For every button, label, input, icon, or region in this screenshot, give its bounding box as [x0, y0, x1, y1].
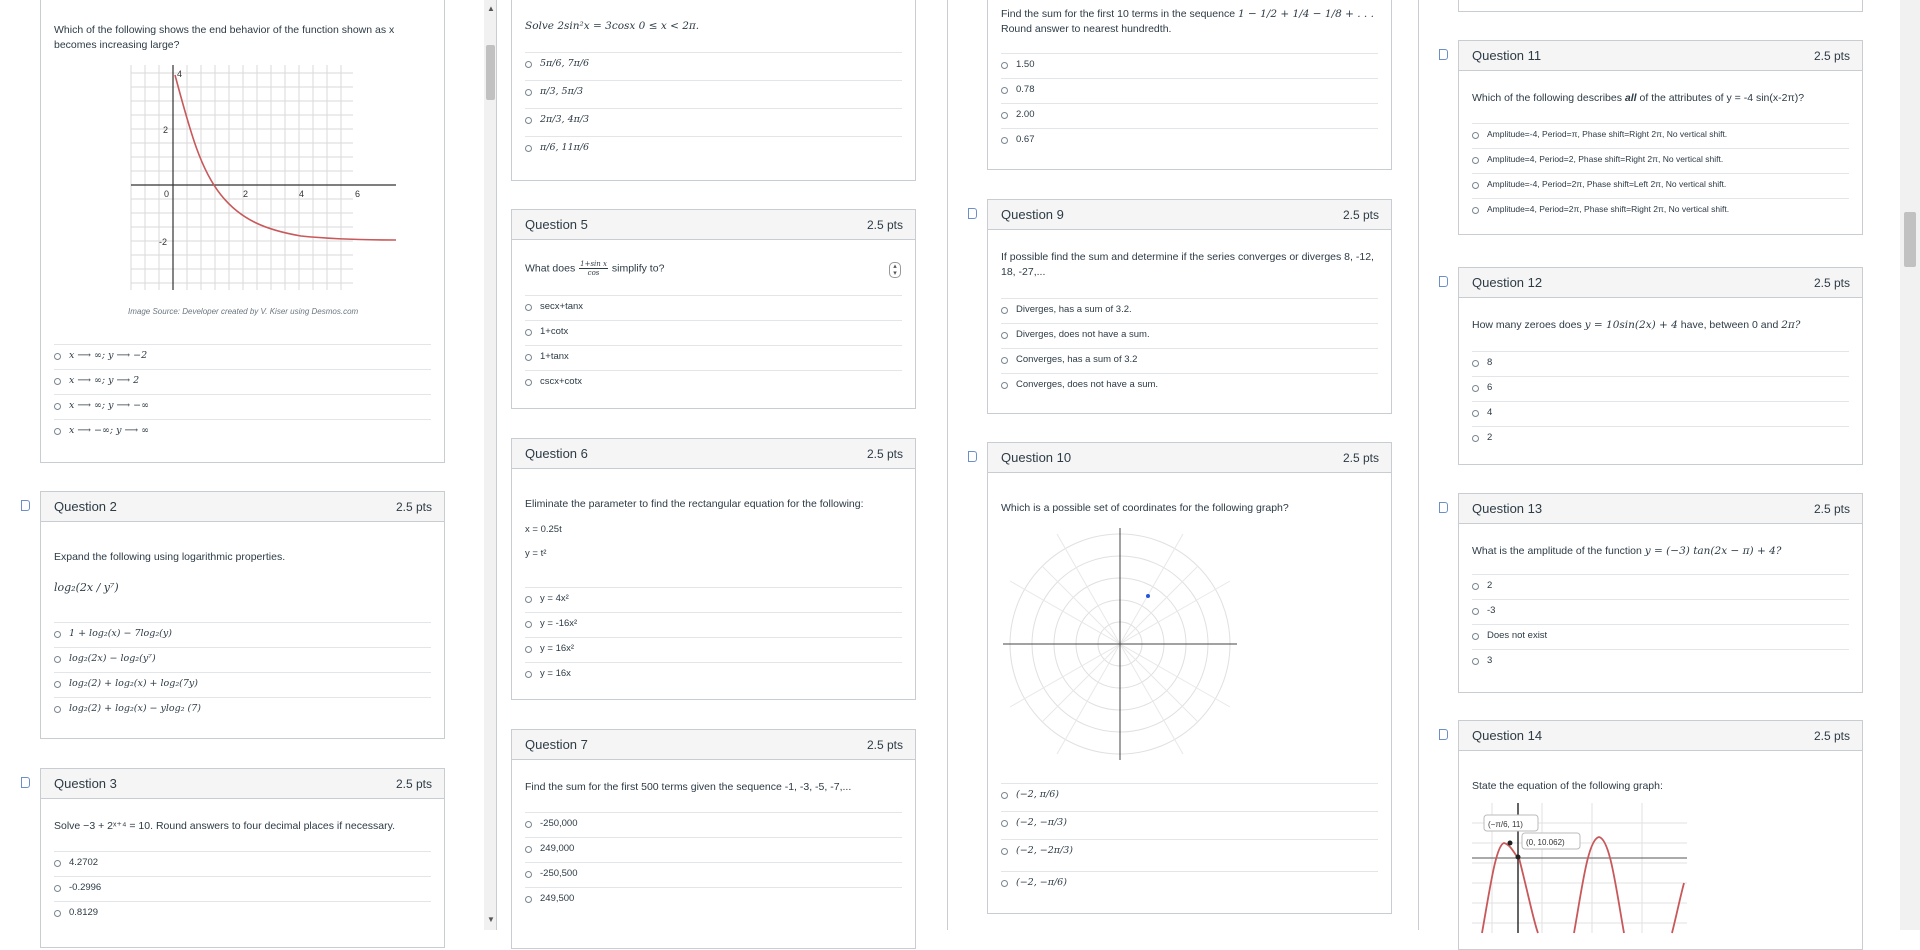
answer-option[interactable]: log₂(2) + log₂(x) + log₂(7y) [54, 672, 431, 697]
question-title: Question 2 [54, 499, 117, 514]
exponential-graph [131, 65, 401, 297]
answer-option[interactable]: Diverges, does not have a sum. [1001, 323, 1378, 348]
radio-button[interactable] [1001, 137, 1008, 144]
answer-option[interactable]: 8 [1472, 351, 1849, 376]
question-text: Find the sum for the first 500 terms given the sequence -1, -3, -5, -7,... [525, 781, 852, 793]
radio-button[interactable] [54, 631, 61, 638]
question-title: Question 12 [1472, 275, 1543, 290]
question-text: Eliminate the parameter to find the rectangular equation for the following: [525, 498, 864, 510]
radio-button[interactable] [1472, 435, 1479, 442]
question-title: Question 6 [525, 446, 588, 461]
answer-option[interactable]: 0.8129 [54, 901, 431, 926]
radio-button[interactable] [1472, 385, 1479, 392]
flag-question-2-icon[interactable] [21, 500, 30, 511]
question-points: 2.5 pts [1342, 208, 1379, 222]
question-text: State the equation of the following graph: [1472, 780, 1663, 792]
question-text: How many zeroes does y = 10sin(2x) + 4 have, between 0 and 2π? [1472, 319, 1801, 331]
answer-option[interactable]: (−2, −π/6) [1001, 871, 1378, 901]
polar-graph [1001, 526, 1239, 762]
parametric-y: y = t² [525, 548, 547, 559]
flag-question-3-icon[interactable] [21, 777, 30, 788]
answer-option[interactable]: -3 [1472, 599, 1849, 624]
curve-segment-1 [1482, 843, 1538, 933]
radio-button[interactable] [54, 706, 61, 713]
question-text: Solve −3 + 2ˣ⁺⁴ = 10. Round answers to four decimal places if necessary. [54, 820, 396, 832]
answer-option[interactable]: 6 [1472, 376, 1849, 401]
question-4-card [511, 0, 916, 181]
question-points: 2.5 pts [866, 447, 903, 461]
flag-question-9-icon[interactable] [968, 208, 977, 219]
radio-button[interactable] [525, 61, 532, 68]
question-header [512, 439, 915, 469]
x-tick-2: 2 [243, 189, 249, 199]
question-6-card [511, 438, 916, 700]
question-header [41, 492, 444, 522]
answer-option[interactable]: y = 4x² [525, 587, 902, 612]
radio-button[interactable] [1001, 357, 1008, 364]
radio-button[interactable] [525, 89, 532, 96]
answer-option[interactable]: log₂(2) + log₂(x) − ylog₂ (7) [54, 697, 431, 722]
question-text: Which of the following describes all of the attributes of y = -4 sin(x-2π)? [1472, 92, 1805, 104]
answer-option[interactable]: Amplitude=-4, Period=π, Phase shift=Right 2π, No vertical shift. [1472, 123, 1849, 148]
radio-button[interactable] [1001, 792, 1008, 799]
question-5-card [511, 209, 916, 409]
y-tick-2: 2 [163, 125, 169, 135]
question-title: Question 11 [1472, 48, 1542, 63]
question-title: Question 10 [1001, 450, 1072, 465]
radio-button[interactable] [1472, 207, 1479, 214]
radio-button[interactable] [54, 860, 61, 867]
radio-button[interactable] [54, 681, 61, 688]
question-header [988, 443, 1391, 473]
image-source-caption: Image Source: Developer created by V. Kiser using Desmos.com [128, 307, 359, 316]
question-points: 2.5 pts [395, 500, 432, 514]
function-expression: y = (−3) tan(2x − π) + 4? [1644, 545, 1782, 557]
radio-button[interactable] [525, 379, 532, 386]
question-7-card [511, 729, 916, 949]
question-text: What does $\frac{\text{1+sin x}}{\cos}$ simplify to? [525, 260, 665, 277]
answer-option[interactable]: 1.50 [1001, 53, 1378, 78]
answer-option[interactable]: x ⟶ ∞; y ⟶ −2 [54, 344, 431, 369]
answer-option[interactable]: secx+tanx [525, 295, 902, 320]
curve-segment-3 [1672, 883, 1684, 933]
question-8-card [987, 0, 1392, 170]
radio-button[interactable] [54, 428, 61, 435]
question-header [1459, 41, 1862, 71]
answer-option[interactable]: cscx+cotx [525, 370, 902, 395]
y-tick-neg2: -2 [159, 237, 168, 247]
radio-button[interactable] [525, 596, 532, 603]
question-title: Question 13 [1472, 501, 1543, 516]
radio-button[interactable] [1472, 132, 1479, 139]
answer-option[interactable]: y = -16x² [525, 612, 902, 637]
question-title: Question 5 [525, 217, 588, 232]
answer-option[interactable]: 0.67 [1001, 128, 1378, 153]
function-expression: y = 10sin(2x) + 4 [1584, 319, 1678, 331]
radio-button[interactable] [1001, 848, 1008, 855]
radio-button[interactable] [1001, 382, 1008, 389]
question-title: Question 3 [54, 776, 117, 791]
expand-toggle-icon[interactable]: ▴ ▾ [889, 262, 901, 278]
radio-button[interactable] [1472, 410, 1479, 417]
radio-button[interactable] [1472, 182, 1479, 189]
question-header [988, 200, 1391, 230]
answer-option[interactable]: y = 16x [525, 662, 902, 687]
answer-option[interactable]: Diverges, has a sum of 3.2. [1001, 298, 1378, 323]
answer-option[interactable]: Amplitude=4, Period=2π, Phase shift=Right 2π, No vertical shift. [1472, 198, 1849, 223]
column-1-scrollbar[interactable] [484, 0, 496, 930]
radio-button[interactable] [1001, 62, 1008, 69]
radio-button[interactable] [1001, 880, 1008, 887]
question-points: 2.5 pts [1813, 729, 1850, 743]
radio-button[interactable] [54, 403, 61, 410]
answer-option[interactable]: 249,000 [525, 837, 902, 862]
log-expression: log₂(2x / y⁷) [54, 581, 119, 594]
answer-option[interactable]: Converges, does not have a sum. [1001, 373, 1378, 398]
flag-question-12-icon[interactable] [1439, 276, 1448, 287]
page-scrollbar-thumb[interactable] [1904, 212, 1916, 267]
answer-option[interactable]: 5π/6, 7π/6 [525, 52, 902, 77]
parametric-x: x = 0.25t [525, 524, 562, 535]
answer-option[interactable]: 4 [1472, 401, 1849, 426]
radio-button[interactable] [54, 353, 61, 360]
radio-button[interactable] [1001, 332, 1008, 339]
question-header [1459, 721, 1862, 751]
radio-button[interactable] [1472, 157, 1479, 164]
radio-button[interactable] [525, 329, 532, 336]
question-11-card [1458, 40, 1863, 235]
answer-option[interactable]: 1+tanx [525, 345, 902, 370]
answer-option[interactable]: 2.00 [1001, 103, 1378, 128]
trig-graph [1472, 803, 1687, 933]
question-13-card [1458, 493, 1863, 693]
question-title: Question 7 [525, 737, 588, 752]
radio-button[interactable] [525, 145, 532, 152]
question-12-card [1458, 267, 1863, 465]
scrollbar-thumb[interactable] [486, 45, 495, 100]
series-expression: 1 − 1/2 + 1/4 − 1/8 + . . . [1237, 8, 1374, 20]
question-points: 2.5 pts [866, 218, 903, 232]
radio-button[interactable] [1001, 307, 1008, 314]
radio-button[interactable] [1001, 820, 1008, 827]
radio-button[interactable] [1001, 87, 1008, 94]
radio-button[interactable] [525, 821, 532, 828]
radio-button[interactable] [525, 871, 532, 878]
answer-option[interactable]: Converges, has a sum of 3.2 [1001, 348, 1378, 373]
column-3 [948, 0, 1418, 930]
answer-option[interactable]: y = 16x² [525, 637, 902, 662]
column-4 [1419, 0, 1900, 930]
question-points: 2.5 pts [1813, 502, 1850, 516]
radio-button[interactable] [1472, 583, 1479, 590]
question-header [512, 730, 915, 760]
question-text: Expand the following using logarithmic properties. [54, 551, 286, 563]
answer-option[interactable]: x ⟶ ∞; y ⟶ 2 [54, 369, 431, 394]
question-points: 2.5 pts [1813, 276, 1850, 290]
question-header [512, 210, 915, 240]
scroll-down-arrow-icon[interactable]: ▼ [487, 915, 495, 924]
answer-option[interactable]: 2π/3, 4π/3 [525, 108, 902, 133]
y-intercept-point [1516, 855, 1521, 860]
answer-option[interactable]: π/6, 11π/6 [525, 136, 902, 161]
answer-option[interactable]: (−2, π/6) [1001, 783, 1378, 811]
radio-button[interactable] [54, 378, 61, 385]
answer-option[interactable]: 3 [1472, 649, 1849, 674]
answer-option[interactable]: 0.78 [1001, 78, 1378, 103]
origin-label: 0 [164, 189, 170, 199]
radio-button[interactable] [525, 304, 532, 311]
radio-button[interactable] [525, 646, 532, 653]
question-2-card [40, 491, 445, 739]
question-header [1459, 268, 1862, 298]
question-1-card [40, 0, 445, 463]
answer-option[interactable]: Amplitude=-4, Period=2π, Phase shift=Left 2π, No vertical shift. [1472, 173, 1849, 198]
radio-button[interactable] [1472, 608, 1479, 615]
page-scrollbar[interactable] [1900, 0, 1920, 930]
x-tick-6: 6 [355, 189, 361, 199]
question-title: Question 14 [1472, 728, 1543, 743]
question-points: 2.5 pts [395, 777, 432, 791]
answer-option[interactable]: -250,000 [525, 812, 902, 837]
scroll-up-arrow-icon[interactable]: ▲ [487, 4, 495, 13]
radio-button[interactable] [525, 117, 532, 124]
flag-question-14-icon[interactable] [1439, 729, 1448, 740]
y-tick-4: 4 [177, 69, 183, 79]
curve-segment-2 [1574, 837, 1624, 933]
question-9-card [987, 199, 1392, 414]
question-text: Find the sum for the first 10 terms in the sequence 1 − 1/2 + 1/4 − 1/8 + . . . Round answer to nearest hundredth. [1001, 8, 1374, 35]
graph-gridlines [131, 65, 353, 290]
question-10-card [987, 442, 1392, 914]
answer-option[interactable]: -0.2996 [54, 876, 431, 901]
flag-question-11-icon[interactable] [1439, 49, 1448, 60]
question-header [41, 769, 444, 799]
answer-option[interactable]: (−2, −π/3) [1001, 811, 1378, 839]
answer-option[interactable]: Does not exist [1472, 624, 1849, 649]
question-text: Solve 2sin²x = 3cosx 0 ≤ x < 2π. [525, 20, 700, 32]
radio-button[interactable] [1472, 633, 1479, 640]
radio-button[interactable] [1001, 112, 1008, 119]
radio-button[interactable] [54, 910, 61, 917]
answer-option[interactable]: 1+cotx [525, 320, 902, 345]
answer-option[interactable]: 249,500 [525, 887, 902, 912]
column-2 [497, 0, 947, 930]
radio-button[interactable] [525, 354, 532, 361]
max-point-label: (−π/6, 11) [1488, 820, 1523, 829]
answer-option[interactable]: (−2, −2π/3) [1001, 839, 1378, 871]
radio-button[interactable] [1472, 658, 1479, 665]
answer-option[interactable]: π/3, 5π/3 [525, 80, 902, 105]
answer-option[interactable]: 2 [1472, 426, 1849, 451]
max-point [1508, 841, 1513, 846]
intercept-label: (0, 10.062) [1526, 838, 1565, 847]
question-3-card [40, 768, 445, 948]
question-header [1459, 494, 1862, 524]
radio-button[interactable] [525, 671, 532, 678]
question-text: What is the amplitude of the function y = (−3) tan(2x − π) + 4? [1472, 545, 1782, 557]
x-tick-4: 4 [299, 189, 305, 199]
radio-button[interactable] [54, 656, 61, 663]
flag-question-13-icon[interactable] [1439, 502, 1448, 513]
question-text: Which of the following shows the end behavior of the function shown as x becomes increasing large? [54, 24, 395, 51]
answer-option[interactable]: Amplitude=4, Period=2, Phase shift=Right 2π, No vertical shift. [1472, 148, 1849, 173]
question-10-bottom-edge [1458, 0, 1863, 12]
question-text: Which is a possible set of coordinates for the following graph? [1001, 502, 1289, 514]
question-14-card [1458, 720, 1863, 950]
radio-button[interactable] [525, 846, 532, 853]
answer-option[interactable]: 2 [1472, 574, 1849, 599]
question-points: 2.5 pts [1342, 451, 1379, 465]
fraction: $\frac{\text{1+sin x}}{\cos}$ [580, 260, 607, 277]
question-points: 2.5 pts [866, 738, 903, 752]
plotted-point [1146, 594, 1150, 598]
question-text: If possible find the sum and determine if the series converges or diverges 8, -12, 18, -27,... [1001, 251, 1374, 278]
radio-button[interactable] [1472, 360, 1479, 367]
radio-button[interactable] [525, 621, 532, 628]
answer-option[interactable]: x ⟶ −∞; y ⟶ ∞ [54, 419, 431, 444]
question-title: Question 9 [1001, 207, 1064, 222]
radio-button[interactable] [525, 896, 532, 903]
flag-question-10-icon[interactable] [968, 451, 977, 462]
answer-option[interactable]: 4.2702 [54, 851, 431, 876]
answer-option[interactable]: -250,500 [525, 862, 902, 887]
question-points: 2.5 pts [1813, 49, 1850, 63]
answer-option[interactable]: 1 + log₂(x) − 7log₂(y) [54, 622, 431, 647]
answer-option[interactable]: x ⟶ ∞; y ⟶ −∞ [54, 394, 431, 419]
column-1 [0, 0, 495, 930]
answer-option[interactable]: log₂(2x) − log₂(y⁷) [54, 647, 431, 672]
radio-button[interactable] [54, 885, 61, 892]
